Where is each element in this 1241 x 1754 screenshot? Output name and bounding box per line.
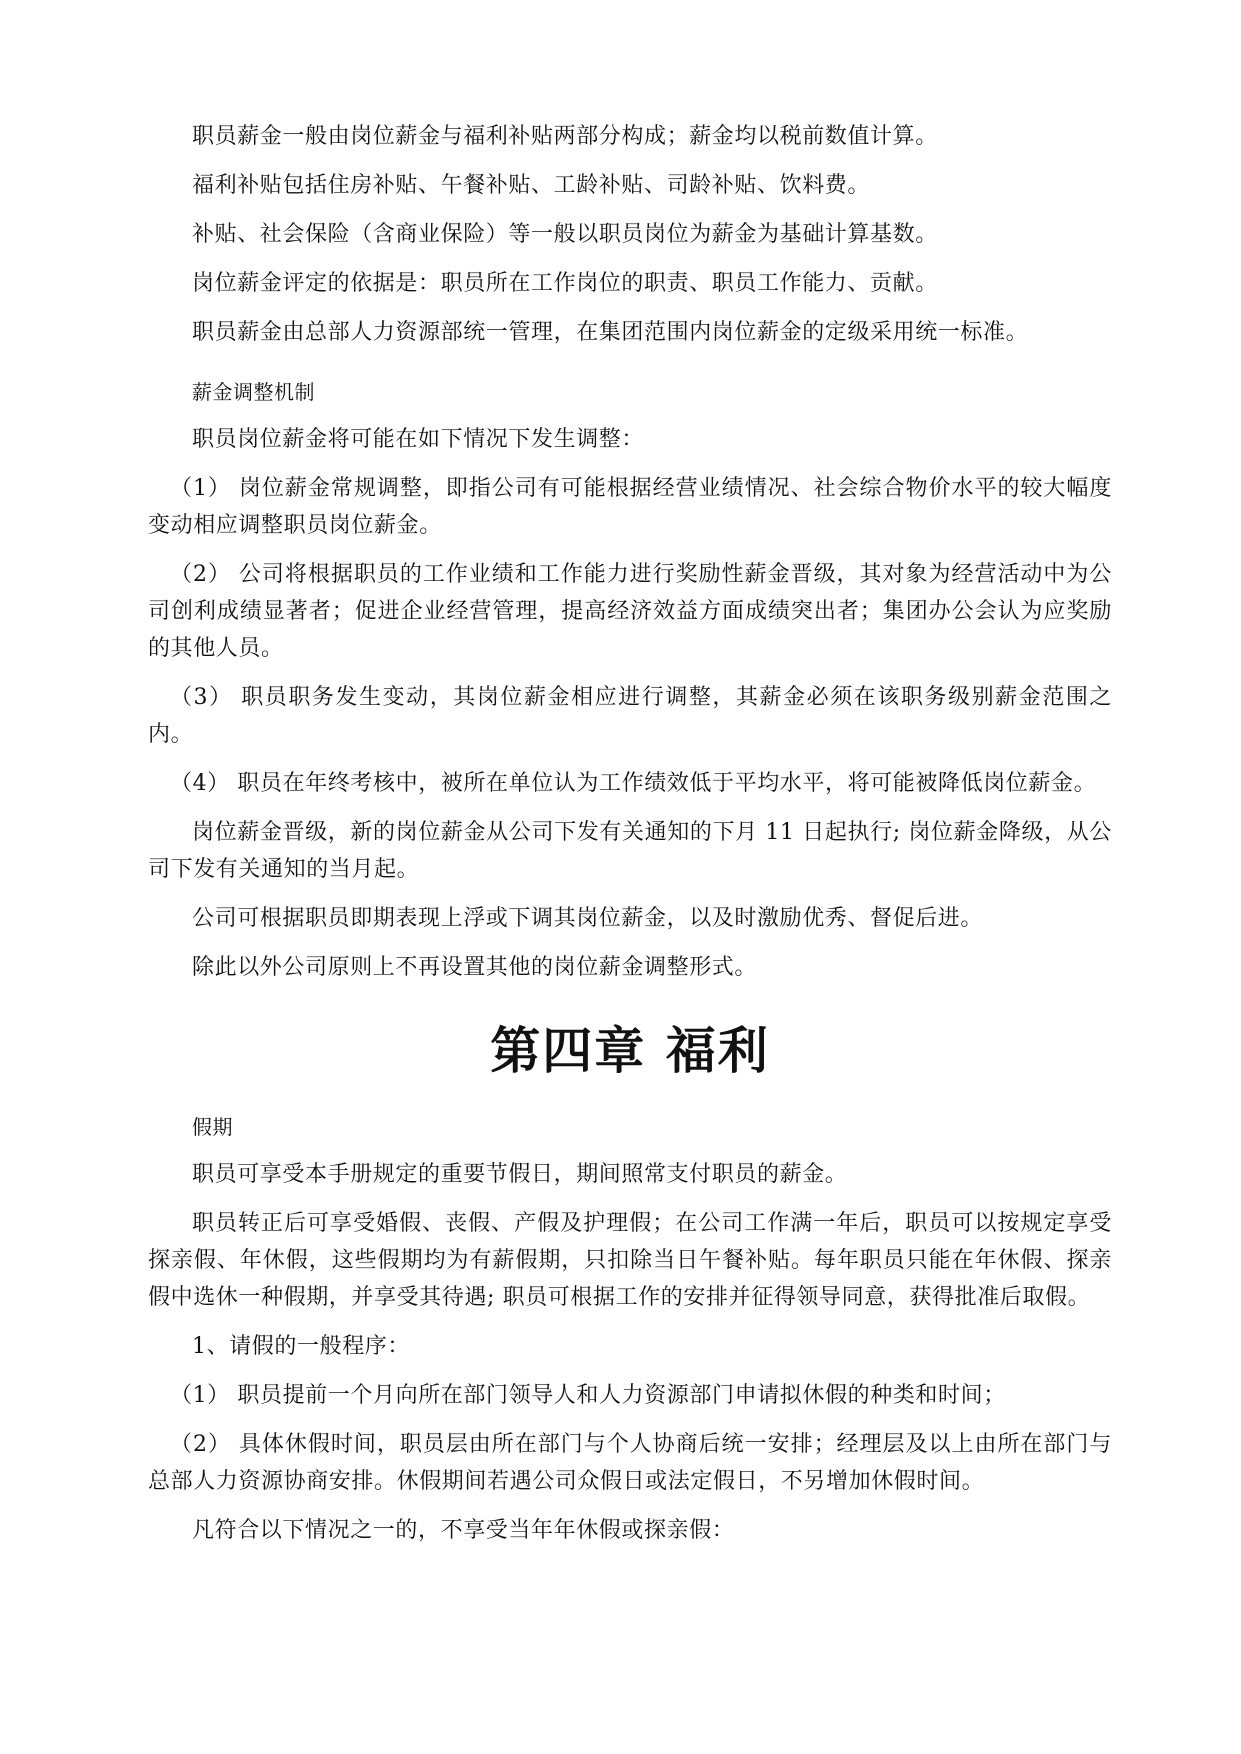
intro-paragraph-5: 职员薪金由总部人力资源部统一管理，在集团范围内岗位薪金的定级采用统一标准。	[192, 320, 1029, 345]
holiday-paragraph-1: 职员可享受本手册规定的重要节假日，期间照常支付职员的薪金。	[192, 1162, 848, 1187]
adjustment-note-3: 除此以外公司原则上不再设置其他的岗位薪金调整形式。	[192, 955, 758, 980]
procedure-title: 1、请假的一般程序：	[192, 1334, 410, 1359]
holiday-paragraph-2: 职员转正后可享受婚假、丧假、产假及护理假；在公司工作满一年后，职员可以按规定享受探亲假、年休假，这些假期均为有薪假期，只扣除当日午餐补贴。每年职员只能在年休假、探亲假中选休一种假期，并享受其待遇; 职员可根据工作的安排并征得领导同意，获得批准后取假。	[148, 1211, 1112, 1310]
adjustment-lead: 职员岗位薪金将可能在如下情况下发生调整：	[192, 427, 645, 452]
intro-paragraph-4: 岗位薪金评定的依据是：职员所在工作岗位的职责、职员工作能力、贡献。	[192, 271, 938, 296]
holiday-last-paragraph: 凡符合以下情况之一的，不享受当年年休假或探亲假：	[192, 1518, 735, 1543]
procedure-item-2: （2） 具体休假时间，职员层由所在部门与个人协商后统一安排；经理层及以上由所在部门与总部人力资源协商安排。休假期间若遇公司众假日或法定假日，不另增加休假时间。	[148, 1432, 1112, 1494]
adjustment-note-1: 岗位薪金晋级，新的岗位薪金从公司下发有关通知的下月 11 日起执行; 岗位薪金降级，从公司下发有关通知的当月起。	[148, 820, 1112, 882]
intro-paragraph-2: 福利补贴包括住房补贴、午餐补贴、工龄补贴、司龄补贴、饮料费。	[192, 173, 871, 198]
adjustment-item-3: （3） 职员职务发生变动，其岗位薪金相应进行调整，其薪金必须在该职务级别薪金范围之内。	[148, 685, 1112, 747]
intro-paragraph-1: 职员薪金一般由岗位薪金与福利补贴两部分构成；薪金均以税前数值计算。	[192, 124, 938, 149]
adjustment-item-1: （1） 岗位薪金常规调整，即指公司有可能根据经营业绩情况、社会综合物价水平的较大幅度变动相应调整职员岗位薪金。	[148, 476, 1112, 538]
adjustment-item-4: （4） 职员在年终考核中，被所在单位认为工作绩效低于平均水平，将可能被降低岗位薪金。	[170, 771, 1097, 796]
section-heading-salary-adjustment: 薪金调整机制	[192, 380, 315, 404]
adjustment-note-2: 公司可根据职员即期表现上浮或下调其岗位薪金，以及时激励优秀、督促后进。	[192, 906, 984, 931]
procedure-item-1: （1） 职员提前一个月向所在部门领导人和人力资源部门申请拟休假的种类和时间；	[170, 1383, 1006, 1408]
chapter-title: 第四章 福利	[490, 1021, 770, 1080]
intro-paragraph-3: 补贴、社会保险（含商业保险）等一般以职员岗位为薪金为基础计算基数。	[192, 222, 938, 247]
section-heading-holiday: 假期	[192, 1115, 233, 1139]
document-body	[148, 118, 1112, 1561]
adjustment-item-2: （2） 公司将根据职员的工作业绩和工作能力进行奖励性薪金晋级，其对象为经营活动中为公司创利成绩显著者；促进企业经营管理，提高经济效益方面成绩突出者；集团办公会认为应奖励的其他人员。	[148, 562, 1112, 661]
